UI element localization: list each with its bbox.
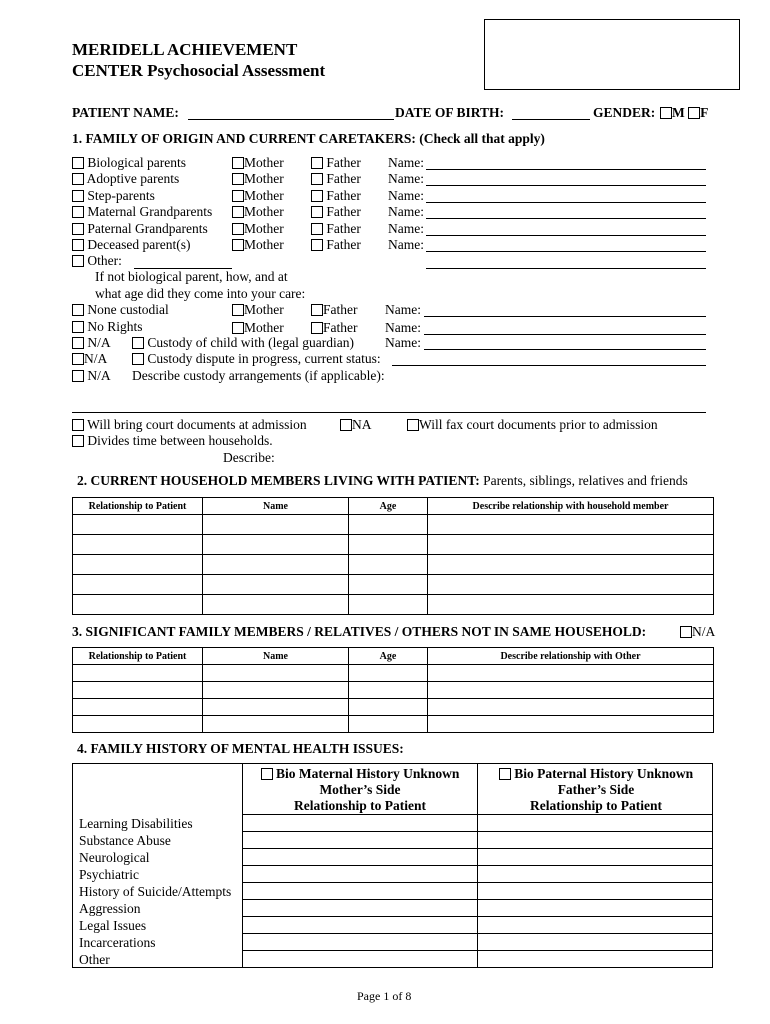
bio-mother-label: Mother [244, 155, 284, 170]
none-custodial-father-label: Father [323, 302, 358, 317]
gender-m-checkbox[interactable] [660, 107, 672, 119]
bio-name-field[interactable] [426, 169, 706, 170]
custody-na-checkbox[interactable] [72, 337, 84, 349]
court-na-checkbox[interactable] [340, 419, 352, 431]
page-number: Page 1 of 8 [357, 989, 412, 1003]
fathers-side-label: Father’s Side [557, 782, 635, 797]
adoptive-name-field[interactable] [426, 185, 706, 186]
bio-name-label: Name: [388, 155, 424, 170]
section3-heading: 3. SIGNIFICANT FAMILY MEMBERS / RELATIVES / OTHERS NOT IN SAME HOUSEHOLD: [72, 624, 647, 639]
fh-row-substance: Substance Abuse [79, 833, 171, 848]
paternal-gp-father-label: Father [326, 221, 361, 236]
deceased-father-label: Father [326, 237, 361, 252]
maternal-gp-father-checkbox[interactable] [311, 206, 323, 218]
custody-legal-name-label: Name: [385, 335, 421, 350]
divides-time-checkbox[interactable] [72, 435, 84, 447]
custody-legal-checkbox[interactable] [132, 337, 144, 349]
section2-heading-normal: Parents, siblings, relatives and friends [479, 473, 688, 488]
maternal-unknown-label: Bio Maternal History Unknown [275, 766, 460, 781]
col-age: Age [349, 648, 428, 665]
none-custodial-checkbox[interactable] [72, 304, 84, 316]
step-name-field[interactable] [426, 202, 706, 203]
table-row[interactable] [73, 595, 714, 615]
bio-mother-checkbox[interactable] [232, 157, 244, 169]
deceased-name-label: Name: [388, 237, 424, 252]
section3-na-label: N/A [692, 624, 716, 639]
describe-custody-label: Describe custody arrangements (if applicable): [132, 368, 385, 383]
fh-row-incarcerations: Incarcerations [79, 935, 156, 950]
step-name-label: Name: [388, 188, 424, 203]
dob-field[interactable] [512, 119, 590, 120]
bio-parents-checkbox[interactable] [72, 157, 84, 169]
court-docs-label: Will bring court documents at admission [87, 417, 307, 432]
maternal-relationship-label: Relationship to Patient [293, 798, 426, 813]
bio-parents-label: Biological parents [87, 155, 186, 170]
none-custodial-name-field[interactable] [424, 316, 706, 317]
significant-family-table [72, 647, 714, 733]
custody-legal-name-field[interactable] [424, 349, 706, 350]
dispute-na-label: N/A [84, 351, 108, 366]
step-mother-checkbox[interactable] [232, 190, 244, 202]
custody-legal-label: Custody of child with (legal guardian) [147, 335, 354, 350]
step-father-label: Father [326, 188, 361, 203]
section2-heading-bold: 2. CURRENT HOUSEHOLD MEMBERS LIVING WITH PATIENT: [77, 473, 480, 488]
adoptive-parents-checkbox[interactable] [72, 173, 84, 185]
table-row[interactable] [73, 575, 714, 595]
deceased-label: Deceased parent(s) [87, 237, 191, 252]
maternal-gp-checkbox[interactable] [72, 206, 84, 218]
adoptive-father-checkbox[interactable] [311, 173, 323, 185]
step-parents-checkbox[interactable] [72, 190, 84, 202]
form-title-line2: CENTER Psychosocial Assessment [72, 61, 326, 80]
arrangements-na-label: N/A [87, 368, 111, 383]
step-parents-label: Step-parents [87, 188, 155, 203]
custody-na-label: N/A [87, 335, 111, 350]
deceased-mother-label: Mother [244, 237, 284, 252]
maternal-gp-mother-label: Mother [244, 204, 284, 219]
divides-time-label: Divides time between households. [87, 433, 273, 448]
deceased-checkbox[interactable] [72, 239, 84, 251]
household-members-table [72, 497, 714, 615]
other-label: Other: [87, 253, 122, 268]
patient-name-label: PATIENT NAME: [72, 105, 179, 120]
table-row[interactable] [73, 716, 714, 733]
arrangements-na-checkbox[interactable] [72, 370, 84, 382]
court-na-label: NA [352, 417, 372, 432]
section1-heading: 1. FAMILY OF ORIGIN AND CURRENT CARETAKERS: (Check all that apply) [72, 131, 545, 146]
none-custodial-label: None custodial [87, 302, 169, 317]
col-name: Name [203, 648, 349, 665]
maternal-gp-father-label: Father [326, 204, 361, 219]
paternal-relationship-label: Relationship to Patient [529, 798, 662, 813]
fh-row-suicide: History of Suicide/Attempts [79, 884, 232, 899]
col-relationship: Relationship to Patient [73, 648, 203, 665]
paternal-gp-label: Paternal Grandparents [87, 221, 208, 236]
table-header-row [73, 648, 714, 665]
maternal-gp-name-field[interactable] [426, 218, 706, 219]
none-custodial-father-checkbox[interactable] [311, 304, 323, 316]
gender-f-label: F [700, 105, 709, 120]
table-row[interactable] [73, 515, 714, 535]
gender-label: GENDER: [593, 105, 656, 120]
no-rights-name-field[interactable] [424, 334, 706, 335]
fax-docs-checkbox[interactable] [407, 419, 419, 431]
maternal-gp-name-label: Name: [388, 204, 424, 219]
no-rights-mother-label: Mother [244, 320, 284, 335]
deceased-mother-checkbox[interactable] [232, 239, 244, 251]
maternal-gp-label: Maternal Grandparents [87, 204, 213, 219]
court-docs-checkbox[interactable] [72, 419, 84, 431]
fax-docs-label: Will fax court documents prior to admission [419, 417, 658, 432]
deceased-name-field[interactable] [426, 251, 706, 252]
no-rights-label: No Rights [87, 319, 143, 334]
paternal-gp-father-checkbox[interactable] [311, 223, 323, 235]
paternal-gp-name-field[interactable] [426, 235, 706, 236]
no-rights-father-label: Father [323, 320, 358, 335]
table-header-row [73, 498, 714, 515]
section2-heading [77, 473, 688, 489]
gender-f-checkbox[interactable] [688, 107, 700, 119]
adoptive-father-label: Father [326, 171, 361, 186]
bio-father-label: Father [326, 155, 361, 170]
custody-arrangements-field[interactable] [72, 412, 706, 413]
paternal-gp-mother-checkbox[interactable] [232, 223, 244, 235]
custody-dispute-label: Custody dispute in progress, current status: [147, 351, 381, 366]
deceased-father-checkbox[interactable] [311, 239, 323, 251]
dob-label: DATE OF BIRTH: [395, 105, 505, 120]
col-name: Name [203, 498, 349, 515]
col-describe: Describe relationship with Other [428, 648, 714, 665]
fh-row-neurological: Neurological [79, 850, 150, 865]
describe-label: Describe: [223, 450, 275, 465]
form-title-line1: MERIDELL ACHIEVEMENT [72, 40, 298, 59]
table-row[interactable] [73, 699, 714, 716]
paternal-gp-name-label: Name: [388, 221, 424, 236]
section4-heading: 4. FAMILY HISTORY OF MENTAL HEALTH ISSUES: [77, 741, 404, 756]
maternal-unknown-checkbox[interactable] [261, 768, 273, 780]
dispute-na-checkbox[interactable] [72, 353, 84, 365]
table-row[interactable] [73, 682, 714, 699]
adoptive-name-label: Name: [388, 171, 424, 186]
table-row[interactable] [73, 535, 714, 555]
gender-m-label: M [672, 105, 685, 120]
col-describe: Describe relationship with household member [428, 498, 714, 515]
no-rights-name-label: Name: [385, 320, 421, 335]
if-not-bio-line1: If not biological parent, how, and at [95, 269, 288, 284]
col-age: Age [349, 498, 428, 515]
bio-father-checkbox[interactable] [311, 157, 323, 169]
table-row[interactable] [73, 555, 714, 575]
no-rights-mother-checkbox[interactable] [232, 322, 244, 334]
paternal-gp-mother-label: Mother [244, 221, 284, 236]
adoptive-mother-checkbox[interactable] [232, 173, 244, 185]
col-relationship: Relationship to Patient [73, 498, 203, 515]
section3-na-checkbox[interactable] [680, 626, 692, 638]
custody-dispute-field[interactable] [392, 365, 706, 366]
none-custodial-mother-label: Mother [244, 302, 284, 317]
none-custodial-mother-checkbox[interactable] [232, 304, 244, 316]
if-not-bio-line2: what age did they come into your care: [95, 286, 306, 301]
no-rights-father-checkbox[interactable] [311, 322, 323, 334]
none-custodial-name-label: Name: [385, 302, 421, 317]
no-rights-checkbox[interactable] [72, 321, 84, 333]
mothers-side-label: Mother’s Side [319, 782, 401, 797]
paternal-gp-checkbox[interactable] [72, 223, 84, 235]
other-checkbox[interactable] [72, 255, 84, 267]
custody-dispute-checkbox[interactable] [132, 353, 144, 365]
logo-placeholder-box [484, 19, 740, 90]
fh-row-other: Other [79, 952, 110, 967]
adoptive-mother-label: Mother [244, 171, 284, 186]
fh-row-psychiatric: Psychiatric [79, 867, 139, 882]
paternal-unknown-checkbox[interactable] [499, 768, 511, 780]
fh-row-aggression: Aggression [79, 901, 141, 916]
adoptive-parents-label: Adoptive parents [86, 171, 180, 186]
paternal-unknown-label: Bio Paternal History Unknown [514, 766, 694, 781]
other-name-field[interactable] [426, 268, 706, 269]
patient-name-field[interactable] [188, 119, 394, 120]
maternal-gp-mother-checkbox[interactable] [232, 206, 244, 218]
table-row[interactable] [73, 665, 714, 682]
step-father-checkbox[interactable] [311, 190, 323, 202]
fh-row-legal: Legal Issues [79, 918, 147, 933]
fh-row-learning: Learning Disabilities [79, 816, 193, 831]
step-mother-label: Mother [244, 188, 284, 203]
